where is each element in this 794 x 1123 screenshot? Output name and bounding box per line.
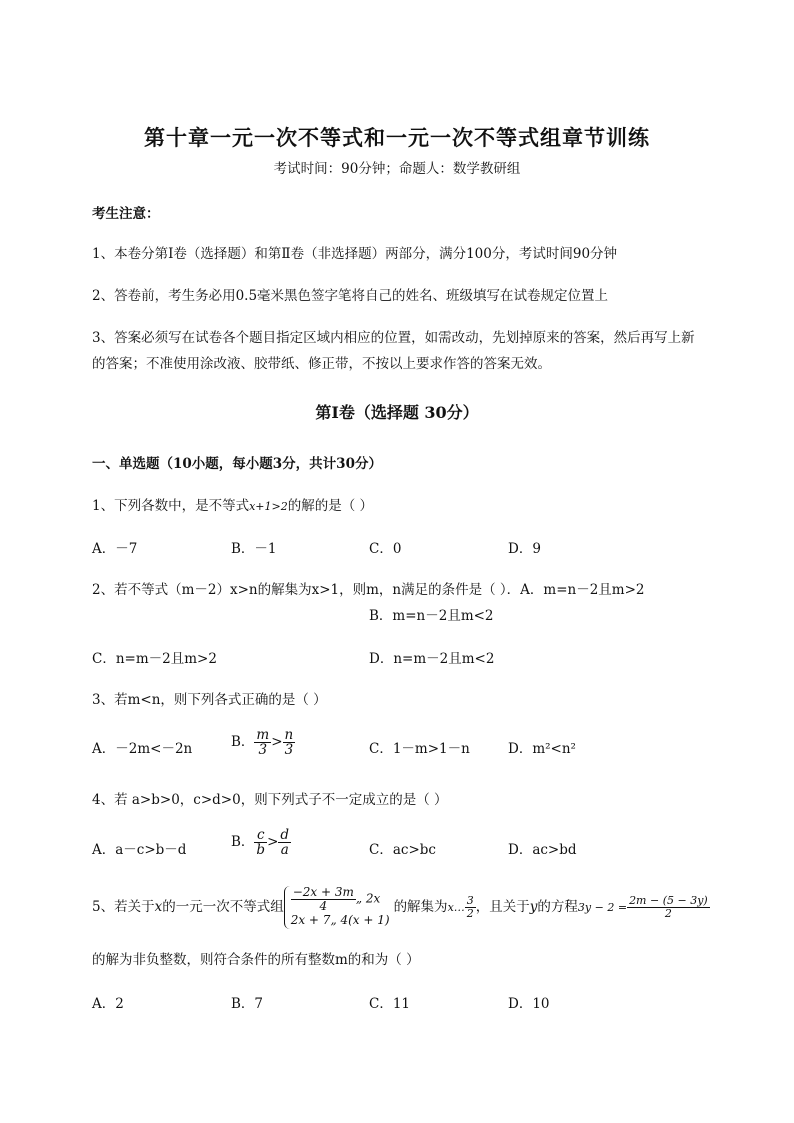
q4-option-b-label: B． (231, 834, 255, 851)
q3-option-b-label: B． (231, 734, 255, 751)
question-1-stem-end: 的解的是（ ） (287, 498, 374, 514)
notice-heading: 考生注意： (92, 206, 160, 222)
fraction (254, 828, 267, 857)
q5-option-d[interactable]: D．10 (508, 996, 550, 1012)
inequality-system (284, 886, 394, 929)
notice-item-3-cont: 的答案；不准使用涂改液、胶带纸、修正带，不按以上要求作答的答案无效。 (92, 356, 551, 372)
q1-option-a[interactable]: A．－7 (92, 541, 138, 557)
notice-item-3: 3、答案必须写在试卷各个题目指定区域内相应的位置，如需改动，先划掉原来的答案，然后再写上新 (92, 330, 695, 346)
denominator: 4 (319, 898, 328, 913)
question-5 (92, 886, 710, 929)
q1-option-d[interactable]: D．9 (508, 541, 541, 557)
question-5-stem: 5、若关于 (92, 899, 155, 915)
q3-option-c[interactable]: C．1－m>1－n (369, 741, 470, 757)
question-5-line-2: 的解为非负整数，则符合条件的所有整数m的和为（ ） (92, 952, 420, 968)
variable: x (154, 899, 163, 915)
fraction (278, 828, 291, 857)
q4-option-a[interactable]: A．a－c>b－d (92, 842, 187, 858)
numerator: n (284, 727, 294, 743)
question-1-stem: 1、下列各数中，是不等式 (92, 498, 250, 514)
numerator: c (254, 828, 267, 843)
q1-option-b[interactable]: B．－1 (231, 541, 277, 557)
denominator: a (280, 842, 289, 859)
q4-option-d[interactable]: D．ac>bd (508, 842, 577, 858)
q4-option-c[interactable]: C．ac>bc (369, 842, 436, 858)
fraction (465, 895, 476, 919)
question-5-stem: ，且关于 (475, 899, 530, 915)
q2-option-d[interactable]: D．n=m－2且m<2 (369, 651, 495, 667)
q5-option-c[interactable]: C．11 (369, 996, 411, 1012)
exam-info: 考试时间：90分钟；命题人：数学教研组 (273, 161, 521, 177)
q2-option-c[interactable]: C．n=m－2且m>2 (92, 651, 217, 667)
q3-option-d[interactable]: D．m²<n² (508, 741, 576, 757)
system-row-2: 2x + 7„ 4(x + 1) (290, 913, 390, 928)
q5-option-a[interactable]: A．2 (92, 996, 124, 1012)
q3-option-a[interactable]: A．－2m<－2n (92, 741, 193, 757)
question-1 (92, 494, 373, 514)
q4-option-b[interactable] (231, 828, 291, 857)
numerator: m (256, 727, 270, 743)
fraction (283, 728, 296, 757)
section-title: 第I卷（选择题 30分） (315, 403, 479, 422)
question-5-stem: 的一元一次不等式组 (162, 899, 284, 915)
q3-option-b[interactable] (231, 728, 295, 757)
question-3: 3、若m<n，则下列各式正确的是（ ） (92, 692, 327, 708)
denominator: 3 (284, 742, 294, 759)
notice-item-1: 1、本卷分第I卷（选择题）和第Ⅱ卷（非选择题）两部分，满分100分，考试时间90分钟 (92, 246, 618, 262)
page-title: 第十章一元一次不等式和一元一次不等式组章节训练 (144, 125, 650, 150)
question-5-stem: 的解集为 (393, 899, 448, 915)
denominator: b (256, 842, 266, 859)
operator: > (267, 834, 279, 851)
fraction (627, 895, 710, 919)
denominator: 2 (664, 907, 672, 920)
question-1-expr: x+1>2 (249, 500, 288, 513)
part-heading: 一、单选题（10小题，每小题3分，共计30分） (92, 456, 382, 472)
denominator: 3 (258, 742, 268, 759)
fraction (291, 886, 356, 912)
numerator: 3 (466, 894, 474, 908)
variable: y (529, 899, 538, 915)
q1-option-c[interactable]: C．0 (369, 541, 402, 557)
q5-option-b[interactable]: B．7 (231, 996, 264, 1012)
question-2: 2、若不等式（m－2）x>n的解集为x>1，则m，n满足的条件是（ ）．A．m=n－2且m>2 (92, 582, 645, 598)
system-row-1 (291, 886, 390, 912)
notice-item-2: 2、答卷前，考生务必用0.5毫米黑色签字笔将自己的姓名、班级填写在试卷规定位置上 (92, 288, 609, 304)
fraction (254, 728, 271, 757)
equation-left: 3y − 2 = (577, 901, 628, 914)
solution-expr: x… (447, 901, 465, 914)
numerator: d (280, 827, 290, 843)
numerator: 2m − (5 − 3y) (629, 894, 708, 908)
denominator: 2 (466, 907, 474, 920)
question-5-stem: 的方程 (537, 899, 578, 915)
system-row-1-rest: „ 2x (355, 891, 381, 906)
q2-option-b[interactable]: B．m=n－2且m<2 (369, 608, 494, 624)
operator: > (271, 734, 283, 751)
numerator: −2x + 3m (292, 885, 354, 899)
question-4: 4、若 a>b>0，c>d>0，则下列式子不一定成立的是（ ） (92, 792, 448, 808)
